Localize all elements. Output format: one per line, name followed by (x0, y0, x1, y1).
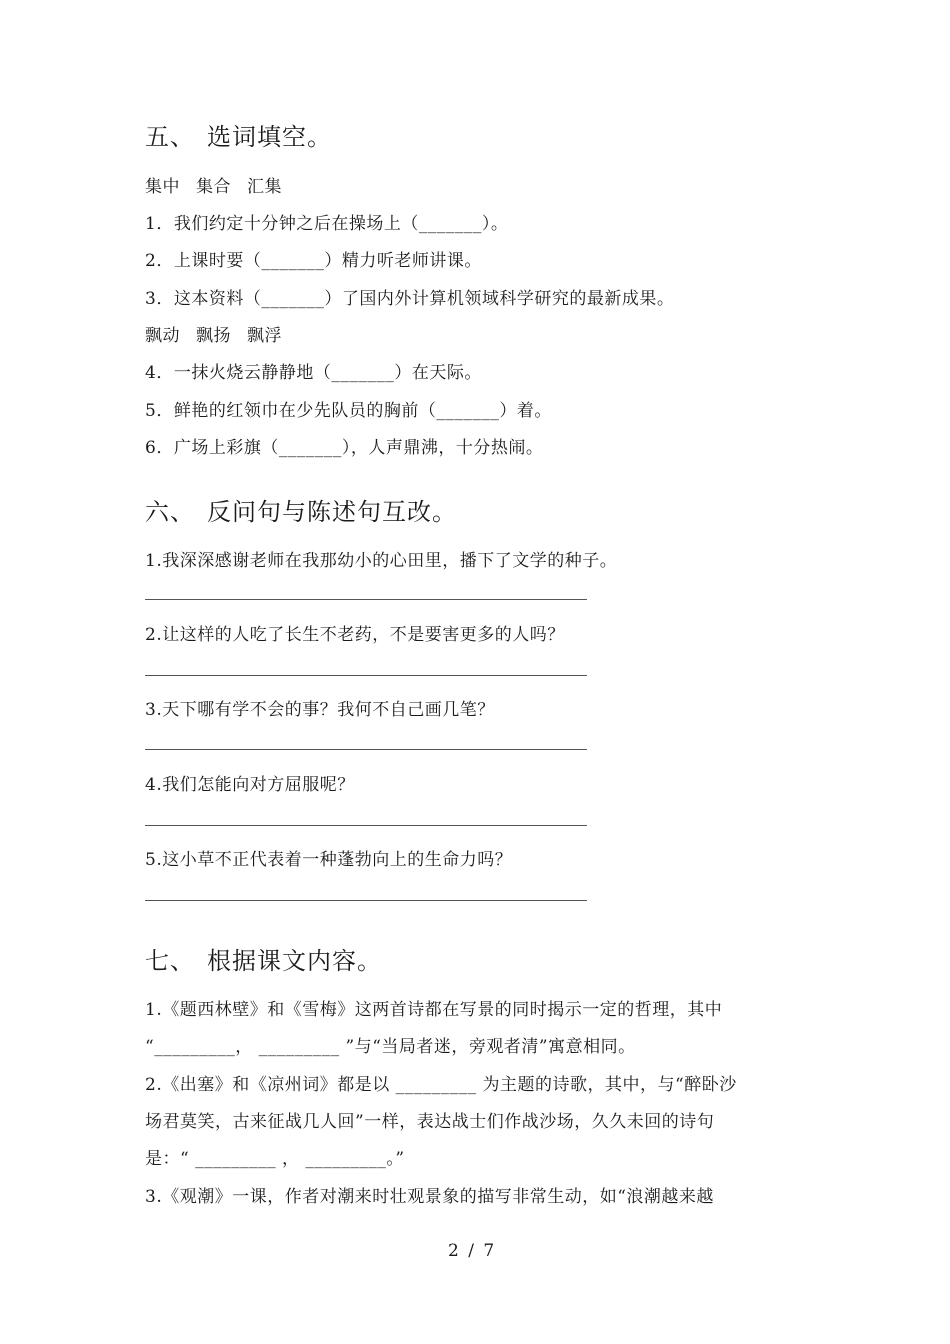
fill-item-6: 6．广场上彩旗（_______），人声鼎沸，十分热闹。 (145, 438, 544, 458)
section-6-heading (145, 492, 457, 527)
recall-line-1: 1.《题西林壁》和《雪梅》这两首诗都在写景的同时揭示一定的哲理，其中 (145, 1000, 723, 1020)
answer-line (145, 825, 587, 826)
section-6-number: 六、 (145, 498, 195, 526)
fill-item-3: 3．这本资料（_______）了国内外计算机领域科学研究的最新成果。 (145, 289, 675, 309)
word-option: 汇集 (247, 177, 282, 197)
word-option: 集合 (196, 177, 231, 197)
word-group-2 (145, 321, 298, 346)
word-option: 集中 (145, 177, 180, 197)
section-6-title: 反问句与陈述句互改。 (207, 498, 457, 526)
section-7-number: 七、 (145, 947, 195, 975)
recall-line-5: 是：“ _________ ， _________。” (145, 1149, 405, 1169)
fill-item-1: 1．我们约定十分钟之后在操场上（_______）。 (145, 214, 509, 234)
recall-line-4: 场君莫笑，古来征战几人回”一样，表达战士们作战沙场，久久未回的诗句 (145, 1112, 715, 1132)
page-number: 2 / 7 (448, 1241, 497, 1261)
rewrite-item-3: 3.天下哪有学不会的事？我何不自己画几笔？ (145, 700, 495, 720)
answer-line (145, 749, 587, 750)
recall-line-6: 3.《观潮》一课，作者对潮来时壮观景象的描写非常生动，如“浪潮越来越 (145, 1187, 714, 1207)
answer-line (145, 900, 587, 901)
rewrite-item-5: 5.这小草不正代表着一种蓬勃向上的生命力吗？ (145, 850, 513, 870)
recall-line-2: “_________， _________ ”与“当局者迷，旁观者清”寓意相同。 (145, 1037, 636, 1057)
section-5-number: 五、 (145, 123, 195, 151)
recall-line-3: 2.《出塞》和《凉州词》都是以 _________ 为主题的诗歌，其中，与“醉卧沙 (145, 1075, 737, 1095)
word-option: 飘动 (145, 326, 180, 346)
fill-item-4: 4．一抹火烧云静静地（_______）在天际。 (145, 363, 482, 383)
section-5-heading (145, 117, 332, 152)
word-option: 飘浮 (247, 326, 282, 346)
section-7-heading (145, 941, 382, 976)
rewrite-item-2: 2.让这样的人吃了长生不老药，不是要害更多的人吗？ (145, 625, 565, 645)
rewrite-item-4: 4.我们怎能向对方屈服呢？ (145, 775, 355, 795)
word-group-1 (145, 172, 298, 197)
word-option: 飘扬 (196, 326, 231, 346)
fill-item-5: 5．鲜艳的红领巾在少先队员的胸前（_______）着。 (145, 401, 552, 421)
rewrite-item-1: 1.我深深感谢老师在我那幼小的心田里，播下了文学的种子。 (145, 551, 618, 571)
answer-line (145, 599, 587, 600)
fill-item-2: 2．上课时要（_______）精力听老师讲课。 (145, 251, 482, 271)
answer-line (145, 675, 587, 676)
section-5-title: 选词填空。 (207, 123, 332, 151)
section-7-title: 根据课文内容。 (207, 947, 382, 975)
